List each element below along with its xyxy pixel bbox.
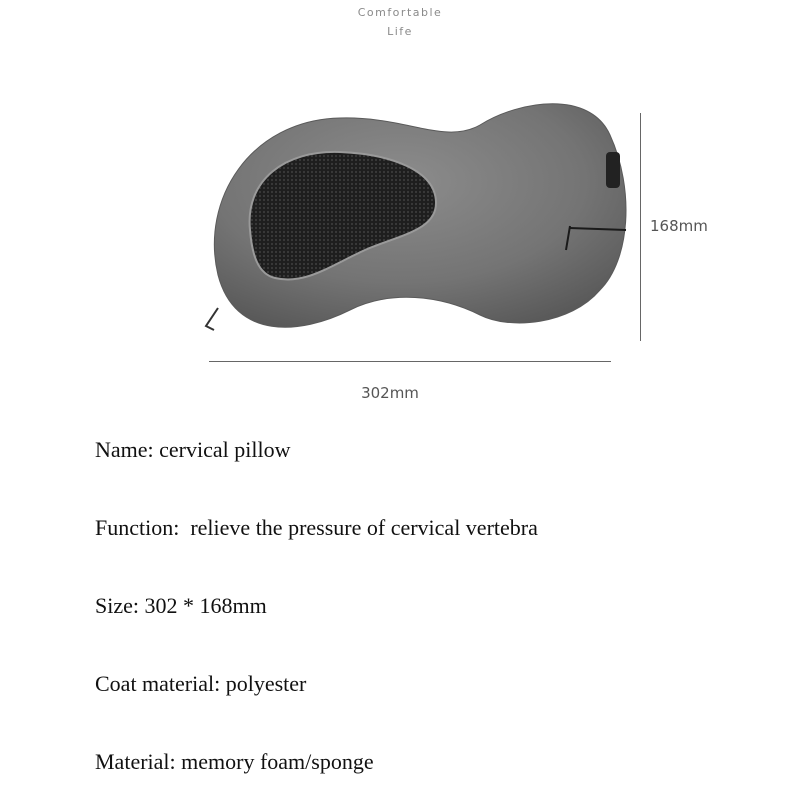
spec-function: Function: relieve the pressure of cervical vertebra [95, 515, 538, 540]
spec-coat-material: Coat material: polyester [95, 671, 307, 696]
side-button [606, 152, 620, 188]
brand-line-1: Comfortable [357, 6, 443, 19]
spec-material: Material: memory foam/sponge [95, 749, 374, 774]
width-dimension-line [209, 361, 611, 362]
zipper-pull-left [206, 308, 218, 330]
cervical-pillow-image [190, 90, 640, 350]
width-dimension-label: 302mm [361, 384, 419, 402]
height-dimension-label: 168mm [650, 217, 708, 235]
height-dimension-line [640, 113, 641, 341]
brand-line-2: Life [387, 25, 413, 38]
spec-name: Name: cervical pillow [95, 437, 291, 462]
brand-logo [0, 3, 800, 41]
spec-size: Size: 302 * 168mm [95, 593, 267, 618]
